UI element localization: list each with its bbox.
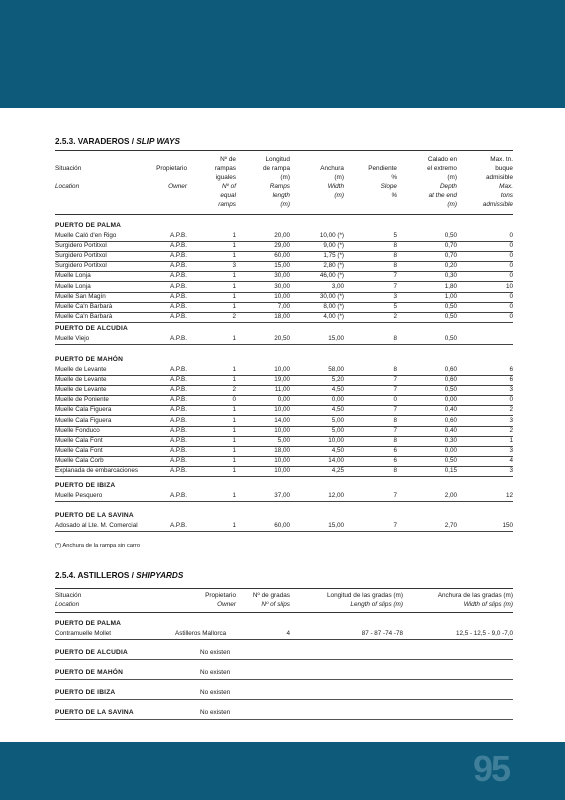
header-ramps-length: (m) — [280, 201, 290, 208]
table-cell: 5,20 — [331, 376, 344, 384]
table-cell: 11,00 — [274, 386, 290, 394]
table-cell: A.P.B. — [169, 252, 187, 260]
section-title-varaderos: 2.5.3. VARADEROS / SLIP WAYS — [55, 137, 180, 146]
header-owner: Owner — [168, 183, 187, 190]
table-cell: 18,00 — [274, 312, 290, 320]
table-cell: 1,00 — [444, 292, 457, 300]
header-longitud: Longitud — [265, 156, 290, 163]
table-cell: 0,00 — [331, 396, 344, 404]
header-nof-slips: Nº of slips — [261, 601, 290, 608]
group-title: PUERTO DE ALCUDIA — [55, 325, 129, 332]
table-cell: 20,50 — [274, 335, 290, 342]
table-row — [55, 312, 513, 323]
footnote: (*) Anchura de la rampa sin carro — [55, 543, 141, 549]
table-cell: 10,00 — [274, 456, 290, 464]
row-rule — [55, 679, 513, 680]
header-rampas: Nº de — [220, 156, 236, 163]
table-cell: A.P.B. — [169, 312, 187, 320]
table-cell: 1 — [232, 406, 236, 414]
table-cell: Muelle Viejo — [55, 335, 90, 342]
header-gradas: Nº de gradas — [252, 592, 290, 599]
table-cell: 12,5 - 12,5 - 9,0 -7,0 — [455, 630, 513, 637]
rule-header-bottom — [55, 214, 513, 215]
table-cell: 3 — [509, 467, 513, 474]
table-cell: 8 — [393, 335, 397, 342]
table-cell: 0 — [509, 396, 513, 404]
table-cell: 0,70 — [444, 252, 457, 260]
table-cell: Adosado al Lte. M. Comercial — [55, 522, 138, 529]
table-cell: 1,75 (*) — [323, 252, 344, 260]
header-owner: Owner — [217, 601, 236, 608]
header-nof-ramps: Nº of — [221, 183, 236, 190]
table-cell: 1 — [232, 282, 236, 290]
row-rule — [55, 699, 513, 700]
table-cell: 2 — [509, 426, 513, 434]
table-cell: 7 — [393, 492, 397, 499]
table-cell: 8,00 (*) — [323, 302, 344, 310]
page-number: 95 — [472, 748, 509, 789]
header-slope: Slope — [380, 183, 397, 190]
table-cell: A.P.B. — [169, 272, 187, 280]
table-cell: 5,00 — [331, 426, 344, 434]
table-cell: 30,00 — [274, 282, 290, 290]
no-existen-label: No existen — [200, 649, 231, 656]
header-calado: (m) — [447, 174, 457, 181]
row-rule — [55, 719, 513, 720]
header-anchura: Anchura — [320, 165, 344, 172]
group-title: PUERTO DE LA SAVINA — [55, 709, 134, 716]
table-cell: 1 — [232, 426, 236, 434]
table-cell: 150 — [502, 522, 513, 529]
table-cell: 0,00 — [277, 396, 290, 404]
header-location: Location — [55, 183, 80, 190]
table-cell: 6 — [393, 446, 397, 454]
table-cell: 30,00 (*) — [319, 292, 344, 300]
table-cell: 14,00 — [274, 416, 290, 424]
table-cell: A.P.B. — [169, 492, 187, 499]
table-cell: Surgidero Portitxol — [55, 252, 107, 260]
table-cell: 6 — [509, 366, 513, 373]
table-cell: Surgidero Portitxol — [55, 242, 107, 250]
table-cell: 7 — [393, 282, 397, 290]
header-length-slips: Length of slips (m) — [350, 601, 403, 608]
header-propietario: Propietario — [156, 165, 187, 172]
table-cell: A.P.B. — [169, 232, 187, 239]
header-width-slips: Width of slips (m) — [463, 601, 513, 608]
header-pendiente: % — [391, 174, 397, 181]
header-depth: at the end — [428, 192, 457, 199]
table-cell: 1 — [232, 272, 236, 280]
table-cell: 8 — [393, 242, 397, 250]
table-cell: 2 — [232, 312, 236, 320]
header-longitud: (m) — [280, 174, 290, 181]
table-cell: 8 — [393, 252, 397, 260]
table-cell: 2,00 — [444, 492, 457, 499]
table-cell: A.P.B. — [169, 467, 187, 474]
table-cell: 0,50 — [444, 386, 457, 394]
section-title-astilleros: 2.5.4. ASTILLEROS / SHIPYARDS — [55, 571, 184, 580]
table-cell: 15,00 — [274, 262, 290, 270]
table-cell: 10,00 — [274, 426, 290, 434]
table-cell: 7 — [393, 426, 397, 434]
table-cell: 0 — [509, 292, 513, 300]
table-cell: A.P.B. — [169, 396, 187, 404]
table-cell: 0 — [509, 262, 513, 270]
rule-top — [55, 150, 513, 151]
table-cell: 0,50 — [444, 302, 457, 310]
table-cell: 7 — [393, 406, 397, 414]
table-cell: 10 — [505, 282, 513, 290]
header-nof-ramps: equal — [220, 192, 236, 199]
header-depth: (m) — [447, 201, 457, 208]
table-cell: 1 — [232, 467, 236, 474]
table-cell: 8 — [393, 366, 397, 373]
header-propietario: Propietario — [205, 592, 236, 599]
group-title: PUERTO DE ALCUDIA — [55, 649, 129, 656]
table-cell: Muelle Caló d'en Rigo — [55, 232, 117, 239]
table-cell: Muelle Lonja — [55, 282, 91, 290]
table-cell: Explanada de embarcaciones — [55, 467, 138, 474]
table-cell: 1 — [232, 232, 236, 239]
table-cell: 1,80 — [444, 282, 457, 290]
table-cell: Muelle de Poniente — [55, 396, 109, 404]
group-title: PUERTO DE MAHÓN — [55, 669, 124, 676]
table-cell: 60,00 — [274, 522, 290, 529]
header-max-tons: admissible — [482, 201, 513, 208]
header-location: Location — [55, 601, 80, 608]
no-existen-label: No existen — [200, 669, 231, 676]
table-cell: 4,50 — [331, 406, 344, 414]
header-buque: Max. tn. — [490, 156, 513, 163]
rule-ast-header-bottom — [55, 612, 513, 613]
table-cell: 5,00 — [331, 416, 344, 424]
table-cell: 0 — [509, 252, 513, 260]
table-cell: A.P.B. — [169, 436, 187, 444]
table-cell: 0 — [509, 272, 513, 280]
table-cell: Muelle Lonja — [55, 272, 91, 280]
header-ramps-length: length — [272, 192, 290, 199]
table-cell: 12,00 — [328, 492, 344, 499]
table-cell: 15,00 — [328, 522, 344, 529]
table-cell: Muelle Cala Font — [55, 436, 103, 444]
table-cell: 4,00 (*) — [323, 312, 344, 320]
table-cell: 0,30 — [444, 436, 457, 444]
table-cell: 0 — [509, 312, 513, 320]
table-cell: 0,30 — [444, 272, 457, 280]
table-cell: 3 — [509, 386, 513, 394]
table-cell: A.P.B. — [169, 242, 187, 250]
table-cell: 0,60 — [444, 416, 457, 424]
table-cell: 29,00 — [274, 242, 290, 250]
table-cell: A.P.B. — [169, 335, 187, 342]
table-cell: 2,80 (*) — [323, 262, 344, 270]
table-cell: Muelle Pesquero — [55, 492, 103, 499]
table-cell: 6 — [393, 456, 397, 464]
header-longitud-gradas: Longitud de las gradas (m) — [326, 592, 403, 599]
table-row — [55, 466, 513, 477]
table-cell: Muelle de Levante — [55, 376, 107, 384]
table-cell: Muelle Ca'n Barbarà — [55, 302, 113, 310]
table-cell: 0,15 — [444, 467, 457, 474]
table-cell: 1 — [232, 302, 236, 310]
table-cell: A.P.B. — [169, 282, 187, 290]
table-cell: 4,50 — [331, 446, 344, 454]
table-cell: 3 — [393, 292, 397, 300]
group-title: PUERTO DE LA SAVINA — [55, 512, 134, 519]
table-cell: 7 — [393, 522, 397, 529]
table-cell: 1 — [232, 335, 236, 342]
table-cell: 10,00 (*) — [319, 232, 344, 239]
table-cell: A.P.B. — [169, 522, 187, 529]
table-cell: 7 — [393, 272, 397, 280]
header-pendiente: Pendiente — [368, 165, 397, 172]
table-cell: 2,70 — [444, 522, 457, 529]
table-cell: 1 — [509, 436, 513, 444]
group-title: PUERTO DE IBIZA — [55, 689, 116, 696]
table-cell: 46,00 (*) — [319, 272, 344, 280]
table-cell: 1 — [232, 522, 236, 529]
table-cell: A.P.B. — [169, 406, 187, 414]
table-cell: 1 — [232, 436, 236, 444]
header-buque: buque — [495, 165, 513, 172]
table-cell: 1 — [232, 492, 236, 499]
table-cell: 19,00 — [274, 376, 290, 384]
table-cell: A.P.B. — [169, 386, 187, 394]
table-cell: 2 — [393, 312, 397, 320]
table-cell: Muelle de Levante — [55, 386, 107, 394]
table-cell: 10,00 — [274, 467, 290, 474]
table-cell: 0,60 — [444, 366, 457, 373]
table-cell: A.P.B. — [169, 376, 187, 384]
table-cell: 7 — [393, 386, 397, 394]
table-cell: 0,50 — [444, 312, 457, 320]
table-cell: Muelle Cala Font — [55, 446, 103, 454]
table-cell: 15,00 — [328, 335, 344, 342]
table-cell: Muelle Ca'n Barbarà — [55, 312, 113, 320]
table-cell: A.P.B. — [169, 426, 187, 434]
table-cell: 0,50 — [444, 232, 457, 239]
table-cell: 0,40 — [444, 406, 457, 414]
header-depth: Depth — [439, 183, 457, 190]
header-width: (m) — [334, 192, 344, 199]
group-title: PUERTO DE IBIZA — [55, 482, 116, 489]
table-cell: 8 — [393, 262, 397, 270]
table-cell: 9,00 (*) — [323, 242, 344, 250]
header-nof-ramps: ramps — [218, 201, 236, 208]
header-rampas: iguales — [215, 174, 236, 181]
table-cell: 10,00 — [274, 292, 290, 300]
table-cell: Muelle Cala Figuera — [55, 416, 112, 424]
table-cell: 5 — [393, 302, 397, 310]
table-cell: 37,00 — [274, 492, 290, 499]
table-cell: 8 — [393, 416, 397, 424]
table-cell: 1 — [232, 242, 236, 250]
table-cell: Muelle San Magín — [55, 292, 106, 300]
table-cell: 0,70 — [444, 242, 457, 250]
table-cell: Contramuelle Mollet — [55, 630, 111, 637]
table-cell: 0,60 — [444, 376, 457, 384]
table-cell: 1 — [232, 456, 236, 464]
table-cell: 3,00 — [331, 282, 344, 290]
rule-ast-top — [55, 588, 513, 589]
table-cell: 1 — [232, 416, 236, 424]
table-cell: 4,25 — [331, 467, 344, 474]
table-cell: 1 — [232, 366, 236, 373]
group-title: PUERTO DE PALMA — [55, 620, 122, 627]
table-cell: A.P.B. — [169, 302, 187, 310]
header-anchura: (m) — [334, 174, 344, 181]
table-cell: 87 - 87 -74 -78 — [361, 630, 403, 637]
table-row — [55, 334, 513, 345]
table-cell: 4 — [509, 456, 513, 464]
table-cell: 0 — [509, 302, 513, 310]
table-row — [55, 521, 513, 532]
table-cell: A.P.B. — [169, 366, 187, 373]
no-existen-label: No existen — [200, 709, 231, 716]
table-cell: 58,00 — [328, 366, 344, 373]
table-cell: 0 — [509, 242, 513, 250]
table-cell: 1 — [232, 252, 236, 260]
table-cell: 8 — [393, 436, 397, 444]
group-title: PUERTO DE PALMA — [55, 222, 122, 229]
header-buque: admisible — [486, 174, 513, 181]
table-cell: 4,50 — [331, 386, 344, 394]
table-cell: 60,00 — [274, 252, 290, 260]
table-cell: A.P.B. — [169, 446, 187, 454]
table-cell: 3 — [232, 262, 236, 270]
table-cell: 0 — [509, 232, 513, 239]
table-cell: 14,00 — [328, 456, 344, 464]
table-row — [55, 491, 513, 502]
table-cell: 7 — [393, 376, 397, 384]
table-cell: 4 — [286, 630, 290, 637]
no-existen-label: No existen — [200, 689, 231, 696]
table-cell: 1 — [232, 446, 236, 454]
header-calado: el extremo — [427, 165, 457, 172]
table-cell: Astilleros Mallorca — [175, 630, 227, 637]
table-cell: Muelle Cala Figuera — [55, 406, 112, 414]
table-cell: 8 — [393, 467, 397, 474]
header-ramps-length: Ramps — [269, 183, 290, 190]
table-cell: Muelle Cala Corb — [55, 456, 104, 464]
table-cell: A.P.B. — [169, 292, 187, 300]
table-cell: Surgidero Portitxol — [55, 262, 107, 270]
row-rule — [55, 659, 513, 660]
table-cell: 0,40 — [444, 426, 457, 434]
table-cell: 1 — [232, 376, 236, 384]
group-title: PUERTO DE MAHÓN — [55, 356, 124, 363]
header-width: Width — [327, 183, 344, 190]
header-situacion: Situación — [55, 592, 82, 599]
header-longitud: de rampa — [263, 165, 290, 172]
header-slope: % — [391, 192, 397, 199]
table-cell: 10,00 — [274, 366, 290, 373]
table-cell: A.P.B. — [169, 456, 187, 464]
table-cell: 12 — [505, 492, 513, 499]
table-row — [55, 629, 513, 640]
header-calado: Calado en — [427, 156, 457, 163]
table-cell: 0 — [232, 396, 236, 404]
header-anchura-gradas: Anchura de las gradas (m) — [437, 592, 513, 599]
header-max-tons: Max. — [499, 183, 513, 190]
table-cell: 30,00 — [274, 272, 290, 280]
table-cell: 7,00 — [277, 302, 290, 310]
header-max-tons: tons — [500, 192, 513, 199]
header-band — [0, 0, 565, 108]
table-cell: 0,50 — [444, 335, 457, 342]
table-cell: 1 — [232, 292, 236, 300]
header-rampas: rampas — [214, 165, 236, 172]
table-cell: 0,00 — [444, 396, 457, 404]
table-cell: 10,00 — [274, 406, 290, 414]
table-cell: 5,00 — [277, 436, 290, 444]
table-cell: A.P.B. — [169, 262, 187, 270]
table-cell: 2 — [232, 386, 236, 394]
table-cell: Muelle Fonduco — [55, 426, 100, 434]
table-cell: 3 — [509, 416, 513, 424]
table-cell: A.P.B. — [169, 416, 187, 424]
table-cell: 0,50 — [444, 456, 457, 464]
table-cell: Muelle de Levante — [55, 366, 107, 373]
table-cell: 0 — [393, 396, 397, 404]
table-cell: 6 — [509, 376, 513, 384]
table-cell: 3 — [509, 446, 513, 454]
table-cell: 20,00 — [274, 232, 290, 239]
table-cell: 2 — [509, 406, 513, 414]
table-cell: 0,00 — [444, 446, 457, 454]
header-situacion: Situación — [55, 165, 82, 172]
table-cell: 0,20 — [444, 262, 457, 270]
table-cell: 18,00 — [274, 446, 290, 454]
table-cell: 5 — [393, 232, 397, 239]
table-cell: 10,00 — [328, 436, 344, 444]
